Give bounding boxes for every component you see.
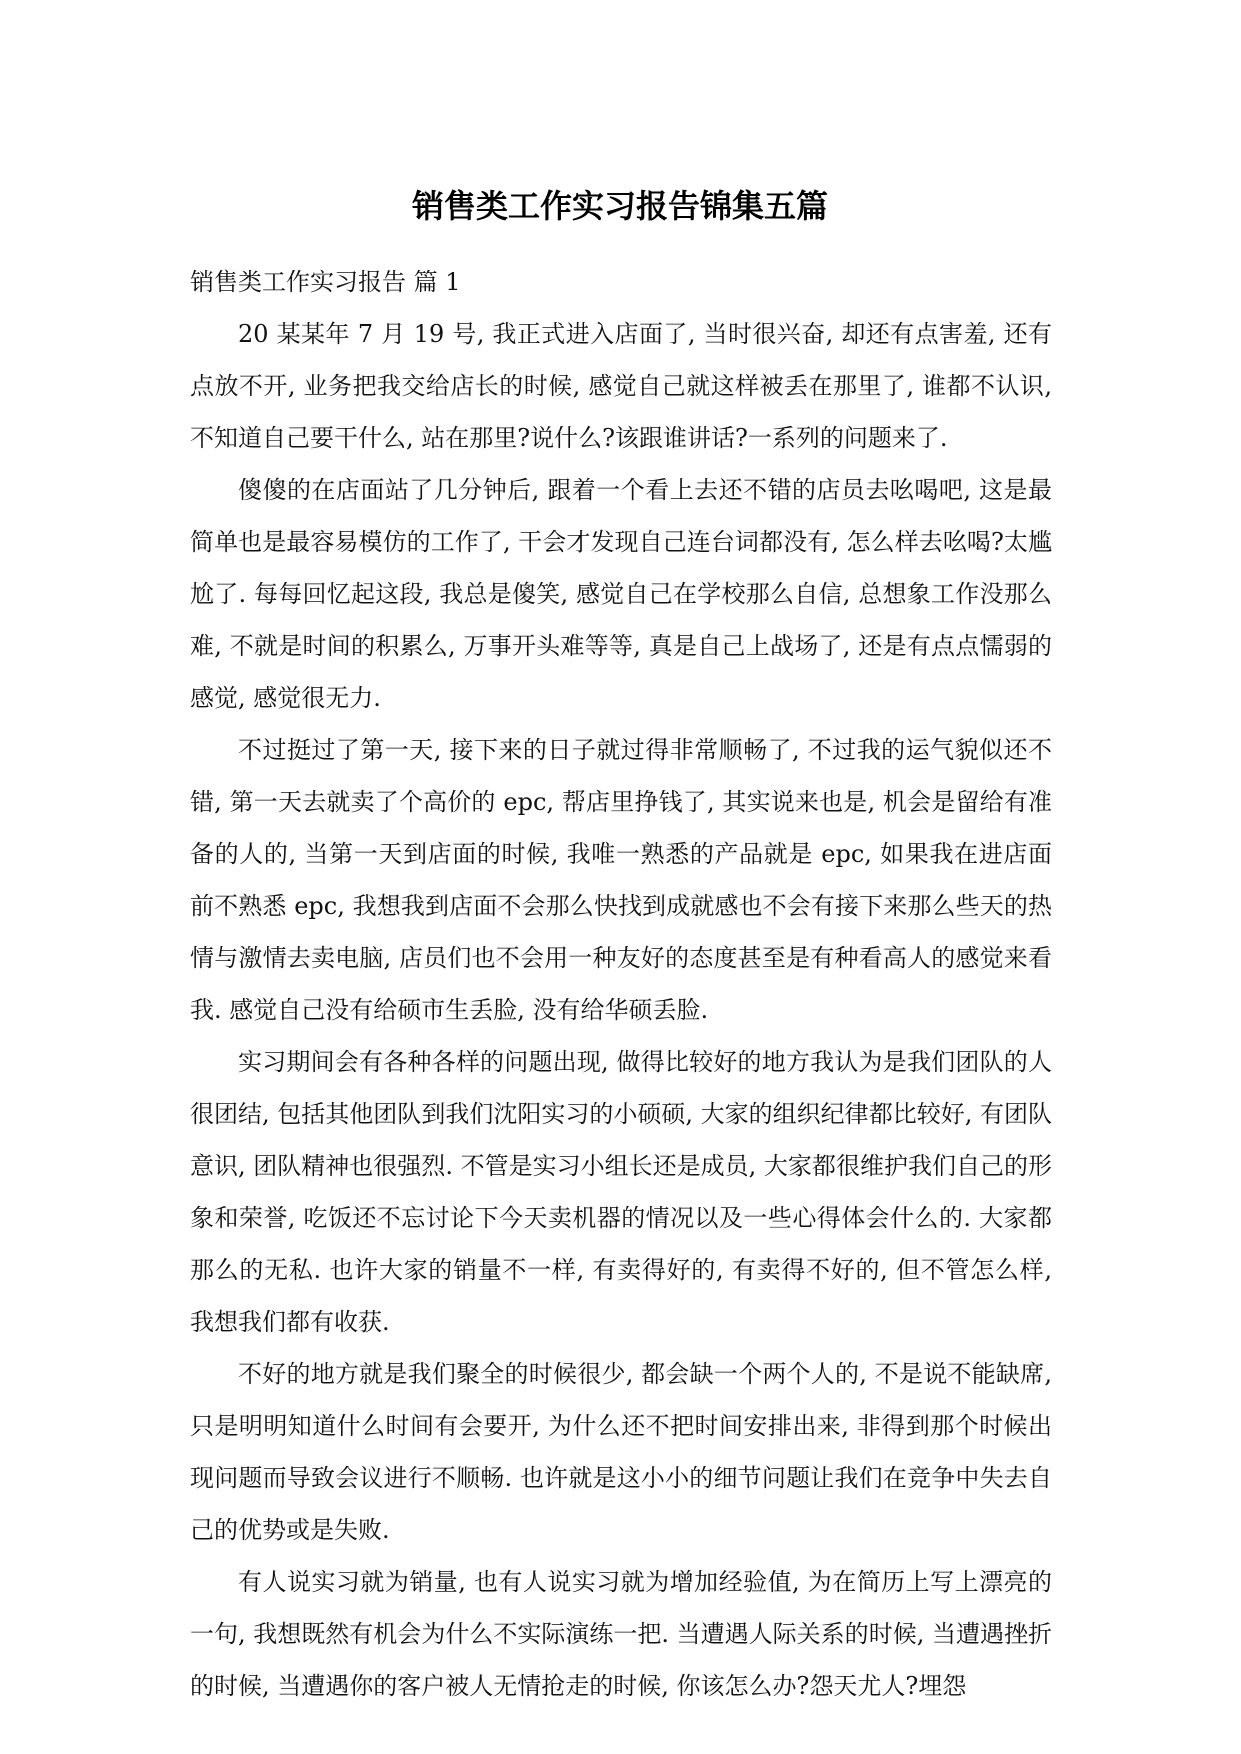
paragraph: 20 某某年 7 月 19 号, 我正式进入店面了, 当时很兴奋, 却还有点害羞, 还有点放不开, 业务把我交给店长的时候, 感觉自己就这样被丢在那里了, 谁都不认识, 不知道自己要干什么, 站在那里?说什么?该跟谁讲话?一系列的问题来了.	[190, 320, 1052, 452]
paragraph: 不过挺过了第一天, 接下来的日子就过得非常顺畅了, 不过我的运气貌似还不错, 第一天去就卖了个高价的 epc, 帮店里挣钱了, 其实说来也是, 机会是留给有准备的人的, 当第一天到店面的时候, 我唯一熟悉的产品就是 epc, 如果我在进店面前不熟悉 epc, 我想我到店面不会那么快找到成就感也不会有接下来那么些天的热情与激情去卖电脑, 店员们也不会用一种友好的态度甚至是有种看高人的感觉来看我. 感觉自己没有给硕市生丢脸, 没有给华硕丢脸.	[190, 736, 1052, 1024]
paragraph: 不好的地方就是我们聚全的时候很少, 都会缺一个两个人的, 不是说不能缺席, 只是明明知道什么时间有会要开, 为什么还不把时间安排出来, 非得到那个时候出现问题而导致会议进行不顺畅. 也许就是这小小的细节问题让我们在竞争中失去自己的优势或是失败.	[190, 1360, 1052, 1544]
document-title: 销售类工作实习报告锦集五篇	[411, 187, 828, 225]
paragraph: 有人说实习就为销量, 也有人说实习就为增加经验值, 为在简历上写上漂亮的一句, 我想既然有机会为什么不实际演练一把. 当遭遇人际关系的时候, 当遭遇挫折的时候, 当遭遇你的客户被人无情抢走的时候, 你该怎么办?怨天尤人?埋怨	[190, 1568, 1052, 1700]
section-heading: 销售类工作实习报告 篇 1	[190, 268, 461, 296]
document-body	[190, 256, 1052, 1712]
paragraph: 实习期间会有各种各样的问题出现, 做得比较好的地方我认为是我们团队的人很团结, 包括其他团队到我们沈阳实习的小硕硕, 大家的组织纪律都比较好, 有团队意识, 团队精神也很强烈. 不管是实习小组长还是成员, 大家都很维护我们自己的形象和荣誉, 吃饭还不忘讨论下今天卖机器的情况以及一些心得体会什么的. 大家都那么的无私. 也许大家的销量不一样, 有卖得好的, 有卖得不好的, 但不管怎么样, 我想我们都有收获.	[190, 1048, 1052, 1336]
paragraph: 傻傻的在店面站了几分钟后, 跟着一个看上去还不错的店员去吆喝吧, 这是最简单也是最容易模仿的工作了, 干会才发现自己连台词都没有, 怎么样去吆喝?太尴尬了. 每每回忆起这段, 我总是傻笑, 感觉自己在学校那么自信, 总想象工作没那么难, 不就是时间的积累么, 万事开头难等等, 真是自己上战场了, 还是有点点懦弱的感觉, 感觉很无力.	[190, 476, 1052, 712]
